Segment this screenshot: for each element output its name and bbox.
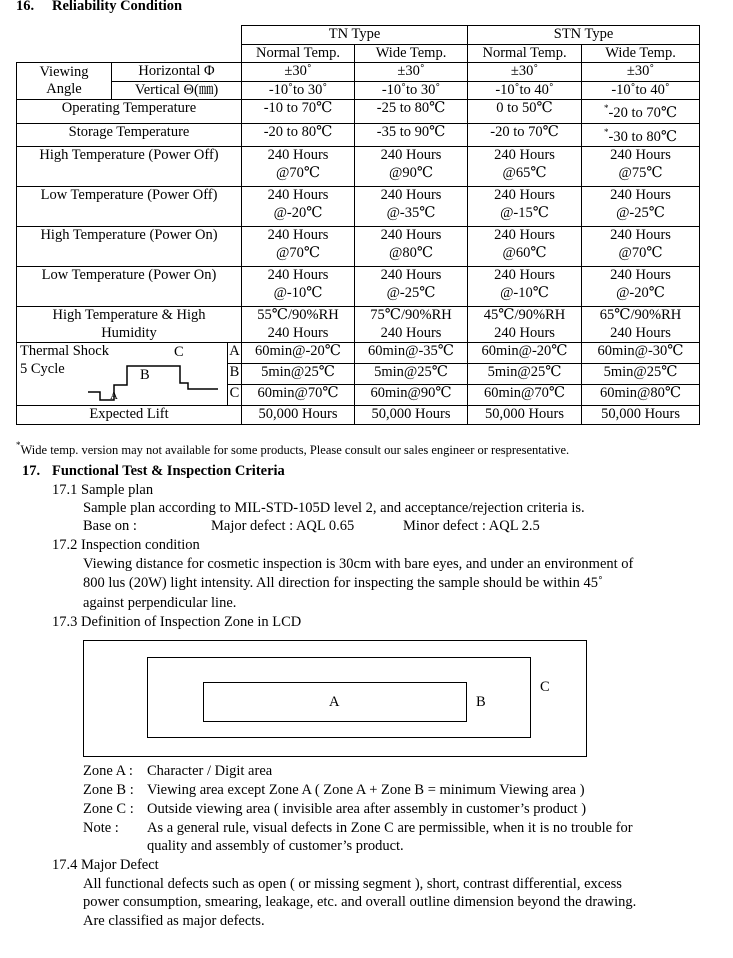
base-on-label: Base on : <box>83 518 137 534</box>
cell-line1: 240 Hours <box>380 267 442 283</box>
cell-line1: 240 Hours <box>494 227 555 243</box>
table-cell: 60min@90℃ <box>355 385 468 406</box>
table-header-row <box>17 26 700 45</box>
table-footnote <box>16 440 569 457</box>
viewing-angle-line2: Angle <box>46 81 82 97</box>
row-label: Operating Temperature <box>17 100 242 124</box>
row-label: Low Temperature (Power Off) <box>17 187 242 227</box>
table-cell: 5min@25℃ <box>355 364 468 385</box>
table-cell: -10 to 70℃ <box>242 100 355 124</box>
row-label: High Temperature (Power Off) <box>17 147 242 187</box>
sample-plan-text: Sample plan according to MIL-STD-105D level 2, and acceptance/rejection criteria is. <box>83 500 585 516</box>
table-row <box>17 123 700 147</box>
header-blank <box>17 26 242 45</box>
cell-line1: 240 Hours <box>267 227 329 243</box>
table-cell: ±30˚ <box>582 63 700 82</box>
table-cell: 60min@-20℃ <box>468 343 582 364</box>
cell-line2: @75℃ <box>618 164 663 181</box>
cell-line1: 240 Hours <box>267 187 329 203</box>
thermal-shock-cycle: 5 Cycle <box>20 361 65 377</box>
table-row <box>17 147 700 187</box>
table-cell: 50,000 Hours <box>582 406 700 425</box>
table-cell: ±30˚ <box>468 63 582 82</box>
table-subheader-row <box>17 44 700 63</box>
zone-def-key: Note : <box>83 820 119 836</box>
heading-17-2: 17.2 Inspection condition <box>52 537 200 553</box>
table-cell: 60min@-35℃ <box>355 343 468 364</box>
cell-line2: @80℃ <box>388 244 434 261</box>
table-cell: -25 to 80℃ <box>355 100 468 124</box>
humidity-label-line1: High Temperature & High <box>52 307 206 323</box>
cell-line2: @90℃ <box>388 164 434 181</box>
cell-line2: @-25℃ <box>386 284 436 301</box>
table-cell: 5min@25℃ <box>582 364 700 385</box>
table-cell: -10˚to 40˚ <box>468 81 582 100</box>
table-cell: -35 to 90℃ <box>355 123 468 147</box>
table-cell <box>582 187 700 227</box>
wide-temp-star: * <box>604 103 609 113</box>
cell-line2: @-10℃ <box>273 284 323 301</box>
table-cell <box>242 227 355 267</box>
inspection-condition-line1: Viewing distance for cosmetic inspection is 30cm with bare eyes, and under an environment of <box>83 556 634 572</box>
zone-def-key: Zone A : <box>83 763 133 779</box>
cell-line2: @70℃ <box>275 164 321 181</box>
table-cell <box>468 147 582 187</box>
section-16-title: Reliability Condition <box>52 0 183 14</box>
cell-line1: 240 Hours <box>610 187 671 203</box>
cell-line1: 240 Hours <box>380 187 442 203</box>
cell-line1: 55℃/90%RH <box>257 307 339 323</box>
zone-def-key: Zone C : <box>83 801 134 817</box>
table-cell: 60min@70℃ <box>242 385 355 406</box>
vertical-label: Vertical Θ(㎜) <box>112 81 242 100</box>
temperature-profile-line <box>88 366 218 400</box>
cell-value: -30 to 80℃ <box>608 128 678 145</box>
header-stn-type: STN Type <box>468 26 700 45</box>
zone-def-text: Viewing area except Zone A ( Zone A + Zone B = minimum Viewing area ) <box>147 782 585 798</box>
row-label: Low Temperature (Power On) <box>17 267 242 307</box>
thermal-shock-label: Thermal Shock <box>20 343 109 359</box>
cell-line2: @-35℃ <box>386 204 436 221</box>
table-cell: 60min@-30℃ <box>582 343 700 364</box>
profile-label-c: C <box>174 344 184 360</box>
cell-line2: @-20℃ <box>273 204 323 221</box>
table-cell <box>355 147 468 187</box>
cell-line2: 240 Hours <box>267 324 329 341</box>
table-cell <box>582 227 700 267</box>
zone-def-text: Outside viewing area ( invisible area after assembly in customer’s product ) <box>147 801 587 817</box>
zone-def-key: Zone B : <box>83 782 134 798</box>
table-row <box>17 187 700 227</box>
inspection-condition-line2: 800 lus (20W) light intensity. All direction for inspecting the sample should be within 45˚ <box>83 575 603 591</box>
row-label: Expected Lift <box>17 406 242 425</box>
note-continuation: quality and assembly of customer’s product. <box>147 838 404 854</box>
table-cell <box>468 227 582 267</box>
table-row <box>17 406 700 425</box>
zone-c-label: C <box>540 679 550 695</box>
thermal-shock-cell <box>17 343 228 406</box>
cell-value: -20 to 70℃ <box>608 105 678 121</box>
table-cell <box>355 267 468 307</box>
thermal-shock-diagram <box>20 343 232 407</box>
viewing-angle-line1: Viewing <box>39 63 89 80</box>
zone-def-text: Character / Digit area <box>147 763 273 779</box>
shock-step-key: A <box>228 343 242 364</box>
table-cell: 60min@70℃ <box>468 385 582 406</box>
table-cell <box>582 147 700 187</box>
table-cell: 5min@25℃ <box>468 364 582 385</box>
cell-line1: 240 Hours <box>610 147 671 163</box>
subheader-tn-normal: Normal Temp. <box>242 44 355 63</box>
major-defect-line2: power consumption, smearing, leakage, etc. and overall outline dimension beyond the drawing. <box>83 894 637 910</box>
cell-line1: 240 Hours <box>494 147 555 163</box>
shock-step-key: C <box>228 385 242 406</box>
cell-line1: 240 Hours <box>380 227 442 243</box>
cell-line2: @70℃ <box>618 244 663 261</box>
cell-line2: @-10℃ <box>500 284 549 301</box>
cell-line1: 45℃/90%RH <box>483 307 566 323</box>
section-17-number: 17. <box>22 463 41 479</box>
cell-line1: 240 Hours <box>494 267 555 283</box>
heading-17-1: 17.1 Sample plan <box>52 482 154 498</box>
reliability-table <box>16 25 700 425</box>
table-cell <box>468 307 582 343</box>
row-label <box>17 307 242 343</box>
table-cell: -10˚to 30˚ <box>355 81 468 100</box>
zone-a-label: A <box>329 694 340 710</box>
cell-line1: 240 Hours <box>610 227 671 243</box>
cell-line2: @-25℃ <box>616 204 665 221</box>
cell-line2: @-15℃ <box>500 204 549 221</box>
footnote-star: * <box>16 440 21 450</box>
table-cell: ±30˚ <box>355 63 468 82</box>
footnote-text: Wide temp. version may not available for some products, Please consult our sales engineer or respresentative. <box>20 443 570 457</box>
table-cell <box>242 147 355 187</box>
cell-line2: 240 Hours <box>610 324 671 341</box>
horizontal-label: Horizontal Φ <box>112 63 242 82</box>
table-cell <box>355 227 468 267</box>
table-cell: 5min@25℃ <box>242 364 355 385</box>
table-cell <box>582 123 700 147</box>
table-cell <box>242 187 355 227</box>
humidity-label-line2: Humidity <box>101 324 157 341</box>
table-cell <box>242 267 355 307</box>
table-cell <box>582 100 700 124</box>
table-row <box>17 227 700 267</box>
section-17-title: Functional Test & Inspection Criteria <box>52 463 285 479</box>
table-cell: -20 to 80℃ <box>242 123 355 147</box>
section-16-number: 16. <box>16 0 35 14</box>
cell-line1: 240 Hours <box>494 187 555 203</box>
table-cell: 0 to 50℃ <box>468 100 582 124</box>
subheader-stn-normal: Normal Temp. <box>468 44 582 63</box>
cell-line2: @60℃ <box>502 244 547 261</box>
table-row <box>17 343 700 364</box>
table-cell: -20 to 70℃ <box>468 123 582 147</box>
table-cell: 50,000 Hours <box>355 406 468 425</box>
table-cell <box>582 267 700 307</box>
table-cell: -10˚to 30˚ <box>242 81 355 100</box>
row-label: High Temperature (Power On) <box>17 227 242 267</box>
subheader-stn-wide: Wide Temp. <box>582 44 700 63</box>
table-row <box>17 267 700 307</box>
table-row <box>17 307 700 343</box>
heading-17-3: 17.3 Definition of Inspection Zone in LCD <box>52 614 302 630</box>
viewing-angle-label <box>17 63 112 100</box>
cell-line1: 240 Hours <box>610 267 671 283</box>
table-cell <box>468 267 582 307</box>
table-cell: 50,000 Hours <box>468 406 582 425</box>
table-row <box>17 63 700 82</box>
table-cell <box>582 307 700 343</box>
table-cell <box>355 307 468 343</box>
cell-line1: 240 Hours <box>380 147 442 163</box>
table-cell: 60min@80℃ <box>582 385 700 406</box>
table-cell: -10˚to 40˚ <box>582 81 700 100</box>
table-cell: 50,000 Hours <box>242 406 355 425</box>
table-row <box>17 100 700 124</box>
major-defect-line3: Are classified as major defects. <box>83 913 265 929</box>
table-row <box>17 81 700 100</box>
major-defect-aql: Major defect : AQL 0.65 <box>211 518 355 534</box>
table-cell <box>355 187 468 227</box>
profile-label-a: A <box>110 390 118 402</box>
inspection-condition-line3: against perpendicular line. <box>83 595 237 611</box>
major-defect-line1: All functional defects such as open ( or missing segment ), short, contrast differential, excess <box>83 876 622 892</box>
shock-step-key: B <box>228 364 242 385</box>
minor-defect-aql: Minor defect : AQL 2.5 <box>403 518 540 534</box>
row-label: Storage Temperature <box>17 123 242 147</box>
cell-line2: 240 Hours <box>494 324 555 341</box>
subheader-blank <box>17 44 242 63</box>
heading-17-4: 17.4 Major Defect <box>52 857 159 873</box>
cell-line1: 75℃/90%RH <box>370 307 452 323</box>
wide-temp-star: * <box>604 126 609 137</box>
cell-line1: 65℃/90%RH <box>599 307 682 323</box>
zone-def-text: As a general rule, visual defects in Zone C are permissible, when it is no trouble for <box>147 820 633 836</box>
profile-label-b: B <box>140 367 150 383</box>
table-cell <box>468 187 582 227</box>
header-tn-type: TN Type <box>242 26 468 45</box>
table-cell: ±30˚ <box>242 63 355 82</box>
cell-line2: @65℃ <box>502 164 547 181</box>
zone-b-label: B <box>476 694 486 710</box>
subheader-tn-wide: Wide Temp. <box>355 44 468 63</box>
table-cell <box>242 307 355 343</box>
cell-line2: @-20℃ <box>616 284 665 301</box>
cell-line2: @70℃ <box>275 244 321 261</box>
cell-line1: 240 Hours <box>267 147 329 163</box>
cell-line2: 240 Hours <box>380 324 442 341</box>
table-cell: 60min@-20℃ <box>242 343 355 364</box>
cell-line1: 240 Hours <box>267 267 329 283</box>
